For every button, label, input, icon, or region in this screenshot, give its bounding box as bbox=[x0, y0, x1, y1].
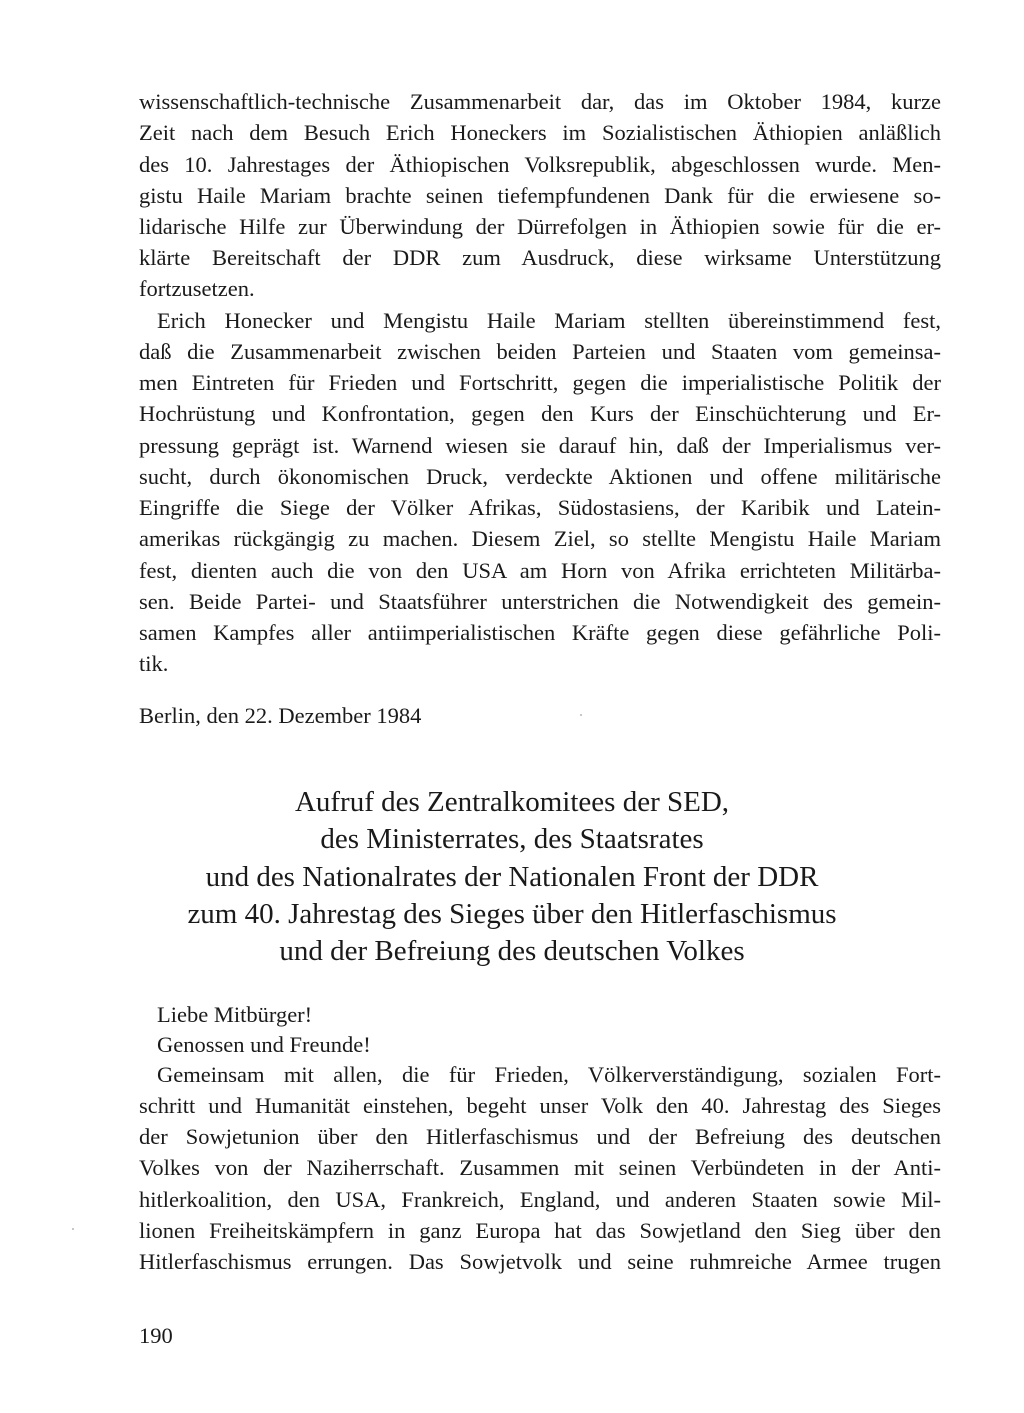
text-line: gistu Haile Mariam brachte seinen tiefempfundenen Dank für die erwiesene so- bbox=[139, 183, 941, 208]
text-line: pressung geprägt ist. Warnend wiesen sie darauf hin, daß der Imperialismus ver- bbox=[139, 433, 941, 458]
heading-line: Aufruf des Zentralkomitees der SED, bbox=[294, 786, 730, 818]
text-line: sucht, durch ökonomischen Druck, verdeckte Aktionen und offene militärische bbox=[139, 464, 941, 489]
text-line: Erich Honecker und Mengistu Haile Mariam stellten übereinstimmend fest, bbox=[157, 308, 941, 333]
text-line: Hochrüstung und Konfrontation, gegen den Kurs der Einschüchterung und Er- bbox=[139, 401, 941, 426]
text-line: samen Kampfes aller antiimperialistischen Kräfte gegen diese gefährliche Poli- bbox=[139, 620, 941, 645]
text-line: wissenschaftlich-technische Zusammenarbeit dar, das im Oktober 1984, kurze bbox=[139, 89, 941, 114]
text-line: fortzusetzen. bbox=[139, 276, 255, 301]
text-line: fest, dienten auch die von den USA am Horn von Afrika errichteten Militärba- bbox=[139, 558, 941, 583]
text-line: lionen Freiheitskämpfern in ganz Europa hat das Sowjetland den Sieg über den bbox=[139, 1218, 941, 1243]
text-line: schritt und Humanität einstehen, begeht unser Volk den 40. Jahrestag des Sieges bbox=[139, 1093, 941, 1118]
text-line: Zeit nach dem Besuch Erich Honeckers im Sozialistischen Äthiopien anläßlich bbox=[139, 120, 941, 145]
text-line: men Eintreten für Frieden und Fortschritt, gegen die imperialistische Politik der bbox=[139, 370, 941, 395]
text-line: Eingriffe die Siege der Völker Afrikas, Südostasiens, der Karibik und Latein- bbox=[139, 495, 941, 520]
text-line: Volkes von der Naziherrschaft. Zusammen mit seinen Verbündeten in der Anti- bbox=[139, 1155, 941, 1180]
text-line: der Sowjetunion über den Hitlerfaschismus und der Befreiung des deutschen bbox=[139, 1124, 941, 1149]
text-line: lidarische Hilfe zur Überwindung der Dürrefolgen in Äthiopien sowie für die er- bbox=[139, 214, 941, 239]
text-line: klärte Bereitschaft der DDR zum Ausdruck, diese wirksame Unterstützung bbox=[139, 245, 941, 270]
dateline: Berlin, den 22. Dezember 1984 bbox=[139, 703, 422, 728]
heading-line: des Ministerrates, des Staatsrates bbox=[320, 823, 704, 855]
text-line: Gemeinsam mit allen, die für Frieden, Völkerverständigung, sozialen Fort- bbox=[157, 1062, 941, 1087]
scan-speck bbox=[580, 714, 582, 716]
text-line: Hitlerfaschismus errungen. Das Sowjetvolk und seine ruhmreiche Armee trugen bbox=[139, 1249, 941, 1274]
salutation-line: Liebe Mitbürger! bbox=[157, 1002, 313, 1027]
heading-line: und der Befreiung des deutschen Volkes bbox=[279, 935, 745, 967]
text-line: des 10. Jahrestages der Äthiopischen Volksrepublik, abgeschlossen wurde. Men- bbox=[139, 152, 941, 177]
text-line: tik. bbox=[139, 651, 169, 676]
page-number: 190 bbox=[139, 1323, 173, 1348]
heading-line: zum 40. Jahrestag des Sieges über den Hitlerfaschismus bbox=[187, 898, 837, 930]
salutation-line: Genossen und Freunde! bbox=[157, 1032, 371, 1057]
text-line: sen. Beide Partei- und Staatsführer unterstrichen die Notwendigkeit des gemein- bbox=[139, 589, 941, 614]
text-line: amerikas rückgängig zu machen. Diesem Ziel, so stellte Mengistu Haile Mariam bbox=[139, 526, 941, 551]
text-line: hitlerkoalition, den USA, Frankreich, England, und anderen Staaten sowie Mil- bbox=[139, 1187, 941, 1212]
text-line: daß die Zusammenarbeit zwischen beiden Parteien und Staaten vom gemeinsa- bbox=[139, 339, 941, 364]
scan-speck bbox=[72, 1228, 74, 1230]
heading-line: und des Nationalrates der Nationalen Front der DDR bbox=[205, 861, 819, 893]
